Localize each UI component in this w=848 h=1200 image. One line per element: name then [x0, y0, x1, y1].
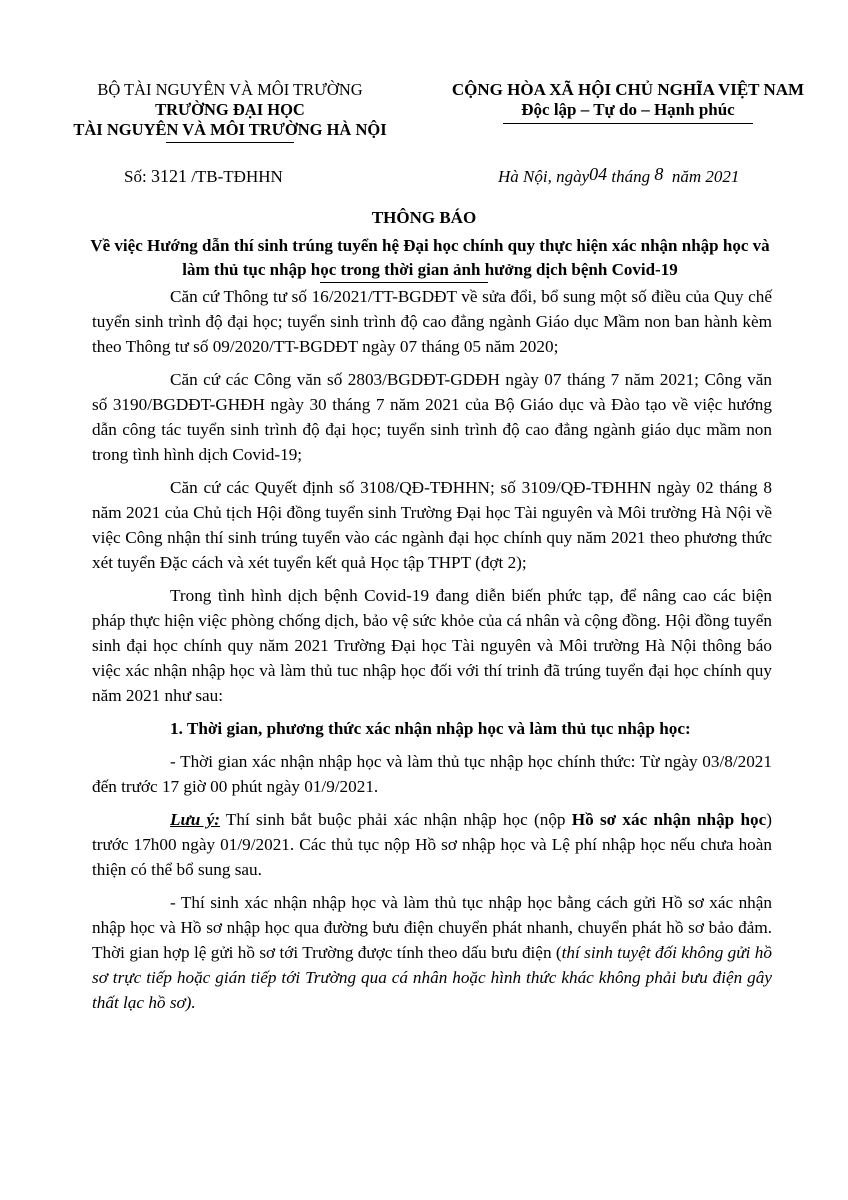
ministry-name: BỘ TÀI NGUYÊN VÀ MÔI TRƯỜNG	[97, 80, 363, 99]
subtitle-underline	[320, 282, 488, 283]
paragraph-admission-time: - Thời gian xác nhận nhập học và làm thủ tục nhập học chính thức: Từ ngày 03/8/2021 đến trước 17 giờ 00 phút ngày 01/9/2021.	[92, 752, 772, 796]
date-prefix: Hà Nội, ngày	[498, 167, 590, 186]
school-name-line1: TRƯỜNG ĐẠI HỌC	[155, 100, 305, 119]
date-day: 04	[589, 164, 608, 184]
note-text-a: Thí sinh bắt buộc phải xác nhận nhập học (nộp	[219, 810, 572, 829]
note-label: Lưu ý:	[170, 810, 220, 829]
paragraph-context: Trong tình hình dịch bệnh Covid-19 đang diễn biến phức tạp, để nâng cao các biện pháp thực hiện việc phòng chống dịch, bảo vệ sức khỏe của cá nhân và cộng đồng. Hội đồng tuyển sinh đại học chính quy năm 2021 Trường Đại học Tài nguyên và Môi trường Hà Nội thông báo việc xác nhận nhập học và làm thủ tuc nhập học đối với thí trinh đã trúng tuyển đại học chính quy năm 2021 như sau:	[92, 586, 772, 705]
note-text-bold: Hồ sơ xác nhận nhập học	[571, 810, 767, 829]
doc-number-suffix: /TB-TĐHHN	[186, 167, 283, 186]
date-month-word: tháng	[607, 167, 655, 186]
country-name: CỘNG HÒA XÃ HỘI CHỦ NGHĨA VIỆT NAM	[451, 80, 805, 99]
school-name-line2: TÀI NGUYÊN VÀ MÔI TRƯỜNG HÀ NỘI	[73, 120, 387, 139]
paragraph-legal-basis-3: Căn cứ các Quyết định số 3108/QĐ-TĐHHN; số 3109/QĐ-TĐHHN ngày 02 tháng 8 năm 2021 của Chủ tịch Hội đồng tuyển sinh Trường Đại học Tài nguyên và Môi trường Hà Nội về việc Công nhận thí sinh trúng tuyển vào các ngành đại học chính quy năm 2021 theo phương thức xét tuyển Đặc cách và xét tuyển kết quả Học tập THPT (đợt 2);	[92, 478, 772, 572]
issuer-underline	[166, 142, 294, 143]
submission-italic-text: thí sinh tuyệt đối không gửi hồ sơ trực tiếp hoặc gián tiếp tới Trường qua cá nhân hoặc hình thức khác không phải bưu điện gây thất lạc hồ sơ).	[92, 943, 772, 1012]
motto-underline	[503, 123, 753, 124]
document-body	[92, 284, 772, 1015]
date-year: năm 2021	[663, 167, 740, 186]
document-number	[124, 166, 283, 187]
issuer-block	[40, 80, 420, 143]
paragraph-submission-method	[92, 890, 772, 1015]
doc-number-value: 3121	[150, 166, 187, 186]
national-motto: Độc lập – Tự do – Hạnh phúc	[521, 100, 735, 119]
document-subtitle: Về việc Hướng dẫn thí sinh trúng tuyển hệ Đại học chính quy thực hiện xác nhận nhập học và làm thủ tục nhập học trong thời gian ảnh hưởng dịch bệnh Covid-19	[90, 236, 770, 279]
document-title: THÔNG BÁO	[371, 208, 477, 227]
issue-date	[498, 166, 739, 187]
paragraph-note	[92, 807, 772, 882]
doc-number-label: Số:	[124, 167, 151, 186]
date-month: 8	[654, 164, 664, 184]
paragraph-legal-basis-1: Căn cứ Thông tư số 16/2021/TT-BGDĐT về sửa đổi, bổ sung một số điều của Quy chế tuyển sinh trình độ đại học; tuyển sinh trình độ cao đẳng ngành Giáo dục Mầm non ban hành kèm theo Thông tư số 09/2020/TT-BGDĐT ngày 07 tháng 05 năm 2020;	[92, 287, 772, 356]
note-text-b: ) trước 17h00 ngày 01/9/2021. Các thủ tục nộp Hồ sơ nhập học và Lệ phí nhập học nếu chưa hoàn thiện có thể bổ sung sau.	[92, 810, 772, 879]
section-heading-1: 1. Thời gian, phương thức xác nhận nhập học và làm thủ tục nhập học:	[170, 719, 691, 738]
paragraph-legal-basis-2: Căn cứ các Công văn số 2803/BGDĐT-GDĐH ngày 07 tháng 7 năm 2021; Công văn số 3190/BGDĐT-GHĐH ngày 30 tháng 7 năm 2021 của Bộ Giáo dục và Đào tạo về việc hướng dẫn công tác tuyển sinh trình độ đại học; tuyển sinh trình độ cao đẳng ngành giáo dục mầm non trong tình hình dịch Covid-19;	[92, 370, 772, 464]
submission-text: - Thí sinh xác nhận nhập học và làm thủ tục nhập học bằng cách gửi Hồ sơ xác nhận nhập học và Hồ sơ nhập học qua đường bưu điện chuyển phát nhanh, chuyển phát hồ sơ bảo đảm. Thời gian hợp lệ gửi hồ sơ tới Trường được tính theo dấu bưu điện (	[92, 893, 772, 962]
national-header	[428, 80, 828, 124]
